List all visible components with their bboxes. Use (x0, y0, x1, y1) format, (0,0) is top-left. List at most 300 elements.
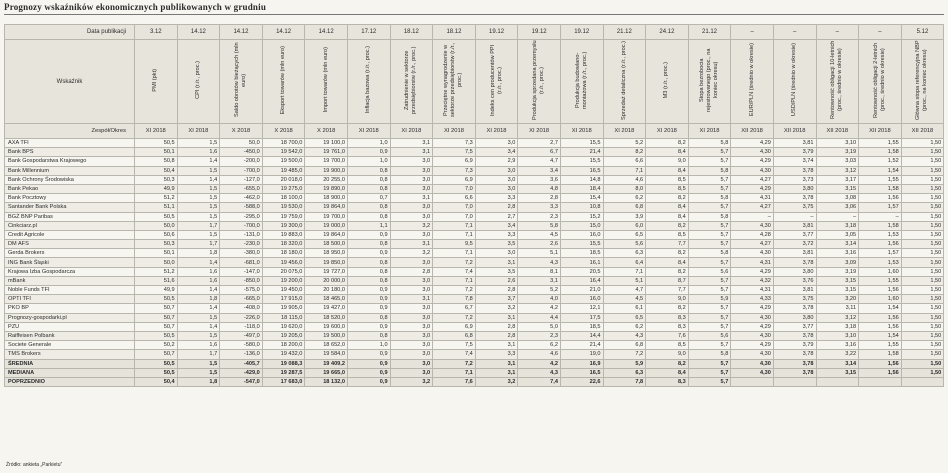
header-period-cell: XI 2018 (560, 124, 603, 139)
value-cell: 5,8 (688, 350, 731, 359)
value-cell: 7,0 (433, 212, 476, 221)
value-cell: 1,57 (859, 249, 902, 258)
header-period-cell: X 2018 (305, 124, 348, 139)
value-cell: 22,6 (560, 377, 603, 386)
value-cell: 7,2 (433, 313, 476, 322)
value-cell: 3,0 (390, 350, 433, 359)
header-indicator-cell (688, 40, 731, 124)
value-cell: -429,0 (220, 368, 263, 377)
header-date-cell: 14.12 (305, 25, 348, 40)
value-cell: 3,1 (518, 276, 561, 285)
header-row-period (5, 124, 944, 139)
table-row (5, 359, 944, 368)
value-cell: 2,8 (475, 322, 518, 331)
value-cell: 21,4 (560, 341, 603, 350)
value-cell: 4,31 (731, 286, 774, 295)
row-name-cell: ŚREDNIA (5, 359, 135, 368)
value-cell: 1,4 (177, 304, 220, 313)
table-row (5, 377, 944, 386)
value-cell: 7,1 (433, 221, 476, 230)
header-date-cell: 14.12 (177, 25, 220, 40)
value-cell: 4,30 (731, 313, 774, 322)
value-cell: 19 542,0 (262, 148, 305, 157)
value-cell: 4,30 (731, 359, 774, 368)
header-indicator-cell (518, 40, 561, 124)
value-cell: 4,30 (731, 221, 774, 230)
value-cell: 1,50 (901, 304, 944, 313)
value-cell: 7,2 (603, 350, 646, 359)
header-indicator-cell (475, 40, 518, 124)
value-cell: 1,6 (177, 341, 220, 350)
value-cell: 8,2 (646, 359, 689, 368)
value-cell: 5,9 (603, 359, 646, 368)
value-cell: 3,15 (816, 276, 859, 285)
value-cell: 18,5 (560, 249, 603, 258)
value-cell: -295,0 (220, 212, 263, 221)
value-cell: 7,1 (603, 267, 646, 276)
value-cell: 0,9 (347, 148, 390, 157)
value-cell: 4,8 (518, 184, 561, 193)
value-cell: 19 700,0 (305, 212, 348, 221)
value-cell: 4,7 (603, 286, 646, 295)
value-cell: 4,29 (731, 157, 774, 166)
value-cell: 1,50 (901, 341, 944, 350)
value-cell: 50,7 (135, 313, 178, 322)
value-cell: 20 255,0 (305, 175, 348, 184)
indicator-label: Zatrudnienie w sektorze przedsiębiorstw (r./r., proc.) (404, 46, 418, 114)
table-row (5, 286, 944, 295)
value-cell: 6,7 (518, 148, 561, 157)
value-cell: 3,03 (816, 157, 859, 166)
value-cell: 19 500,0 (305, 331, 348, 340)
header-period-cell: XI 2018 (688, 124, 731, 139)
value-cell: 0,8 (347, 166, 390, 175)
value-cell: 1,50 (901, 166, 944, 175)
indicator-label: Rentowność obligacji 10-letnich (proc., średnio w okresie) (830, 40, 844, 120)
value-cell: 1,50 (901, 276, 944, 285)
header-date-cell: 18.12 (433, 25, 476, 40)
header-indicator-cell (560, 40, 603, 124)
value-cell: 19 530,0 (262, 203, 305, 212)
value-cell: 1,56 (859, 313, 902, 322)
value-cell: 1,6 (177, 276, 220, 285)
row-name-cell: mBank (5, 276, 135, 285)
indicator-label: Indeks cen producentów PPI (r./r., proc.) (489, 44, 503, 116)
value-cell: 19 864,0 (305, 230, 348, 239)
value-cell: 3,2 (475, 377, 518, 386)
header-date-cell: 5.12 (901, 25, 944, 40)
value-cell: 3,12 (816, 313, 859, 322)
value-cell: 2,9 (475, 157, 518, 166)
value-cell: 50,7 (135, 350, 178, 359)
value-cell: 3,0 (390, 175, 433, 184)
value-cell: 3,78 (773, 331, 816, 340)
value-cell: 3,09 (816, 258, 859, 267)
value-cell: 3,0 (390, 258, 433, 267)
value-cell: 1,57 (859, 203, 902, 212)
value-cell: 3,17 (816, 175, 859, 184)
value-cell: -131,0 (220, 230, 263, 239)
value-cell: 15,2 (560, 212, 603, 221)
value-cell: 3,15 (816, 184, 859, 193)
value-cell: 3,3 (475, 350, 518, 359)
value-cell: 1,58 (859, 184, 902, 193)
value-cell: 0,9 (347, 368, 390, 377)
value-cell: 0,9 (347, 359, 390, 368)
value-cell: -681,0 (220, 258, 263, 267)
value-cell: 4,28 (731, 230, 774, 239)
value-cell: 7,1 (433, 230, 476, 239)
value-cell: 3,1 (390, 240, 433, 249)
value-cell: 1,50 (901, 212, 944, 221)
value-cell: 3,7 (475, 295, 518, 304)
value-cell: 50,4 (135, 377, 178, 386)
row-name-cell: DM AFS (5, 240, 135, 249)
value-cell: 1,50 (901, 350, 944, 359)
table-row (5, 184, 944, 193)
value-cell: 0,9 (347, 304, 390, 313)
value-cell: – (816, 212, 859, 221)
row-name-cell: MEDIANA (5, 368, 135, 377)
value-cell: 0,9 (347, 230, 390, 239)
value-cell: 3,0 (475, 139, 518, 148)
value-cell: 1,52 (859, 157, 902, 166)
value-cell: 8,4 (646, 148, 689, 157)
header-date-cell: 19.12 (475, 25, 518, 40)
value-cell: -700,0 (220, 221, 263, 230)
header-period-cell: XI 2018 (177, 124, 220, 139)
value-cell: 3,78 (773, 368, 816, 377)
value-cell: 19 300,0 (262, 221, 305, 230)
header-indicator-cell (177, 40, 220, 124)
value-cell: 3,1 (475, 341, 518, 350)
value-cell: 8,4 (646, 258, 689, 267)
value-cell: 8,4 (646, 368, 689, 377)
value-cell: 3,16 (816, 341, 859, 350)
value-cell: 3,81 (773, 139, 816, 148)
value-cell: 20,5 (560, 267, 603, 276)
value-cell: 1,50 (901, 139, 944, 148)
value-cell: 4,27 (731, 240, 774, 249)
value-cell: 8,2 (646, 267, 689, 276)
value-cell: 1,50 (901, 230, 944, 239)
value-cell: 8,4 (646, 203, 689, 212)
value-cell: 18 115,0 (262, 313, 305, 322)
value-cell: 5,7 (688, 304, 731, 313)
value-cell: 19 864,0 (305, 203, 348, 212)
value-cell: 7,1 (433, 249, 476, 258)
indicator-label: Produkcja budowlano-montażowa (r./r., proc.) (574, 51, 588, 109)
value-cell: 18 950,0 (305, 249, 348, 258)
value-cell: 4,29 (731, 184, 774, 193)
value-cell: 51,2 (135, 267, 178, 276)
value-cell: 3,72 (773, 240, 816, 249)
value-cell: 3,80 (773, 267, 816, 276)
value-cell: 15,4 (560, 194, 603, 203)
value-cell: 7,6 (433, 377, 476, 386)
value-cell: 18 900,0 (305, 194, 348, 203)
value-cell: 4,5 (603, 295, 646, 304)
value-cell: 50,5 (135, 295, 178, 304)
row-name-cell: TMS Brokers (5, 350, 135, 359)
value-cell: 3,73 (773, 175, 816, 184)
value-cell: 8,3 (646, 313, 689, 322)
row-name-cell: PZU (5, 322, 135, 331)
value-cell: 5,8 (688, 166, 731, 175)
row-name-cell: Bank BPS (5, 148, 135, 157)
value-cell: 15,5 (560, 157, 603, 166)
value-cell: 0,9 (347, 286, 390, 295)
header-date-cell: – (816, 25, 859, 40)
header-indicator-cell (816, 40, 859, 124)
header-label-indicator: Wskaźnik (5, 40, 135, 124)
value-cell: 19 485,0 (262, 166, 305, 175)
value-cell: 3,19 (816, 148, 859, 157)
value-cell: 50,5 (135, 139, 178, 148)
value-cell: 3,2 (390, 221, 433, 230)
value-cell: 7,2 (433, 286, 476, 295)
value-cell: 7,3 (433, 139, 476, 148)
value-cell: 50,2 (135, 341, 178, 350)
value-cell: 19 409,2 (305, 359, 348, 368)
value-cell: 3,76 (773, 276, 816, 285)
value-cell: 19 432,0 (262, 350, 305, 359)
value-cell: 1,5 (177, 203, 220, 212)
value-cell: 0,8 (347, 212, 390, 221)
row-name-cell: Krajowa Izba Gospodarcza (5, 267, 135, 276)
value-cell: 49,9 (135, 286, 178, 295)
value-cell: 2,8 (475, 203, 518, 212)
value-cell: 8,1 (518, 267, 561, 276)
header-date-cell: 21.12 (688, 25, 731, 40)
value-cell: 3,0 (390, 166, 433, 175)
table-row (5, 194, 944, 203)
value-cell: 0,8 (347, 203, 390, 212)
value-cell: 3,16 (816, 249, 859, 258)
value-cell: 4,3 (518, 258, 561, 267)
value-cell: 1,50 (901, 322, 944, 331)
header-period-cell: X 2018 (220, 124, 263, 139)
header-period-cell: XI 2018 (390, 124, 433, 139)
value-cell: 1,60 (859, 267, 902, 276)
value-cell: 0,9 (347, 249, 390, 258)
value-cell: 3,18 (816, 221, 859, 230)
value-cell: 3,78 (773, 258, 816, 267)
value-cell: 5,7 (688, 368, 731, 377)
header-period-cell: XII 2018 (731, 124, 774, 139)
value-cell: 20 018,0 (262, 175, 305, 184)
table-row (5, 295, 944, 304)
value-cell: 8,3 (646, 377, 689, 386)
value-cell: 19 287,5 (262, 368, 305, 377)
value-cell: 8,2 (646, 139, 689, 148)
value-cell: 1,1 (347, 221, 390, 230)
value-cell: 8,5 (646, 184, 689, 193)
value-cell: 5,6 (688, 267, 731, 276)
value-cell: 3,80 (773, 313, 816, 322)
value-cell: 18 465,0 (305, 295, 348, 304)
value-cell: 4,29 (731, 341, 774, 350)
value-cell: 7,8 (433, 295, 476, 304)
table-row (5, 203, 944, 212)
table-row (5, 304, 944, 313)
header-date-cell: 21.12 (603, 25, 646, 40)
value-cell: 3,78 (773, 166, 816, 175)
value-cell: 20 075,0 (262, 267, 305, 276)
value-cell: 2,7 (475, 212, 518, 221)
value-cell: 14,4 (560, 331, 603, 340)
value-cell: 2,7 (518, 139, 561, 148)
value-cell: 1,56 (859, 194, 902, 203)
row-name-cell: BGŻ BNP Paribas (5, 212, 135, 221)
table-body (5, 139, 944, 387)
value-cell: 3,3 (475, 194, 518, 203)
value-cell: 4,3 (603, 331, 646, 340)
value-cell: 2,8 (475, 331, 518, 340)
row-name-cell: OPTI TFI (5, 295, 135, 304)
indicator-label: Przeciętne wynagrodzenie w sektorze przedsiębiorstw (r./r., proc.) (443, 42, 464, 118)
value-cell: 3,0 (390, 276, 433, 285)
value-cell: 0,7 (347, 194, 390, 203)
value-cell: 18,5 (560, 322, 603, 331)
header-period-cell: XI 2018 (433, 124, 476, 139)
value-cell: 12,1 (560, 304, 603, 313)
value-cell: 3,06 (816, 203, 859, 212)
value-cell: 19 665,0 (305, 368, 348, 377)
value-cell: 50,5 (135, 359, 178, 368)
value-cell: 3,0 (390, 313, 433, 322)
row-name-cell: AXA TFI (5, 139, 135, 148)
table-row (5, 230, 944, 239)
row-name-cell: Cinkciarz.pl (5, 221, 135, 230)
value-cell: 7,5 (433, 148, 476, 157)
row-name-cell: Bank Millennium (5, 166, 135, 175)
value-cell: 7,6 (646, 331, 689, 340)
value-cell: 6,7 (433, 304, 476, 313)
value-cell: 18 520,0 (305, 313, 348, 322)
value-cell: 9,0 (646, 350, 689, 359)
row-name-cell: PKO BP (5, 304, 135, 313)
table-row (5, 341, 944, 350)
value-cell: 18 200,0 (262, 341, 305, 350)
value-cell: 18 700,0 (262, 139, 305, 148)
indicator-label: PMI (pkt) (152, 68, 159, 92)
value-cell: 18 100,0 (262, 194, 305, 203)
value-cell: 4,29 (731, 139, 774, 148)
value-cell: 5,7 (688, 322, 731, 331)
value-cell: 3,0 (475, 184, 518, 193)
value-cell: 3,2 (390, 249, 433, 258)
value-cell: 3,10 (816, 139, 859, 148)
value-cell: 1,53 (859, 230, 902, 239)
value-cell: 1,5 (177, 139, 220, 148)
value-cell: -147,0 (220, 267, 263, 276)
value-cell: 0,8 (347, 276, 390, 285)
forecast-table (4, 24, 944, 387)
header-period-cell: XI 2018 (135, 124, 178, 139)
value-cell: 4,30 (731, 166, 774, 175)
value-cell: 6,9 (433, 322, 476, 331)
value-cell: 1,56 (859, 368, 902, 377)
value-cell: -226,0 (220, 313, 263, 322)
value-cell: 1,56 (859, 240, 902, 249)
value-cell: 4,30 (731, 249, 774, 258)
value-cell (731, 377, 774, 386)
value-cell: 0,9 (347, 322, 390, 331)
value-cell: 21,0 (560, 286, 603, 295)
value-cell: -655,0 (220, 184, 263, 193)
value-cell: 1,7 (177, 240, 220, 249)
value-cell: 3,0 (390, 286, 433, 295)
value-cell: 16,5 (560, 166, 603, 175)
value-cell: 6,5 (603, 313, 646, 322)
value-cell: 1,55 (859, 276, 902, 285)
indicator-label: Rentowność obligacji 2-letnich (proc., średnio w okresie) (872, 42, 886, 118)
value-cell: -230,0 (220, 240, 263, 249)
value-cell: 3,75 (773, 203, 816, 212)
value-cell: -497,0 (220, 331, 263, 340)
value-cell: 14,8 (560, 175, 603, 184)
value-cell: 8,4 (646, 166, 689, 175)
value-cell: 4,30 (731, 331, 774, 340)
value-cell: 6,9 (433, 157, 476, 166)
value-cell: 0,9 (347, 377, 390, 386)
value-cell: 5,0 (518, 322, 561, 331)
header-label-date: Data publikacji (5, 25, 135, 40)
value-cell: 1,50 (901, 203, 944, 212)
value-cell: 8,2 (646, 221, 689, 230)
value-cell: -575,0 (220, 286, 263, 295)
table-row (5, 267, 944, 276)
value-cell: 5,7 (688, 221, 731, 230)
value-cell: 20 000,0 (305, 276, 348, 285)
indicator-label: USD/PLN (średnio w okresie) (791, 43, 798, 117)
value-cell: 5,7 (688, 258, 731, 267)
value-cell: 1,55 (859, 175, 902, 184)
value-cell: 6,2 (518, 341, 561, 350)
value-cell: 6,5 (603, 230, 646, 239)
table-row (5, 212, 944, 221)
value-cell: 7,7 (646, 286, 689, 295)
value-cell: 6,3 (603, 368, 646, 377)
value-cell: 2,8 (475, 286, 518, 295)
value-cell: 19 427,0 (305, 304, 348, 313)
value-cell: 3,6 (518, 175, 561, 184)
value-cell: 6,8 (603, 203, 646, 212)
indicator-label: CPI (r./r., proc.) (194, 61, 201, 99)
value-cell: 3,81 (773, 249, 816, 258)
value-cell: 15,5 (560, 240, 603, 249)
header-indicator-cell (433, 40, 476, 124)
value-cell: 4,31 (731, 258, 774, 267)
value-cell: 8,5 (646, 175, 689, 184)
value-cell: 5,6 (603, 240, 646, 249)
value-cell: 15,5 (560, 139, 603, 148)
value-cell: 51,2 (135, 194, 178, 203)
value-cell: 1,50 (901, 313, 944, 322)
value-cell: 1,50 (901, 249, 944, 258)
value-cell: 10,8 (560, 203, 603, 212)
title-divider (4, 14, 944, 15)
header-period-cell: XI 2018 (347, 124, 390, 139)
value-cell: 3,05 (816, 230, 859, 239)
value-cell: 5,2 (603, 139, 646, 148)
value-cell: 4,2 (518, 359, 561, 368)
value-cell: 3,20 (816, 295, 859, 304)
table-row (5, 157, 944, 166)
value-cell: -136,0 (220, 350, 263, 359)
value-cell: 3,78 (773, 304, 816, 313)
